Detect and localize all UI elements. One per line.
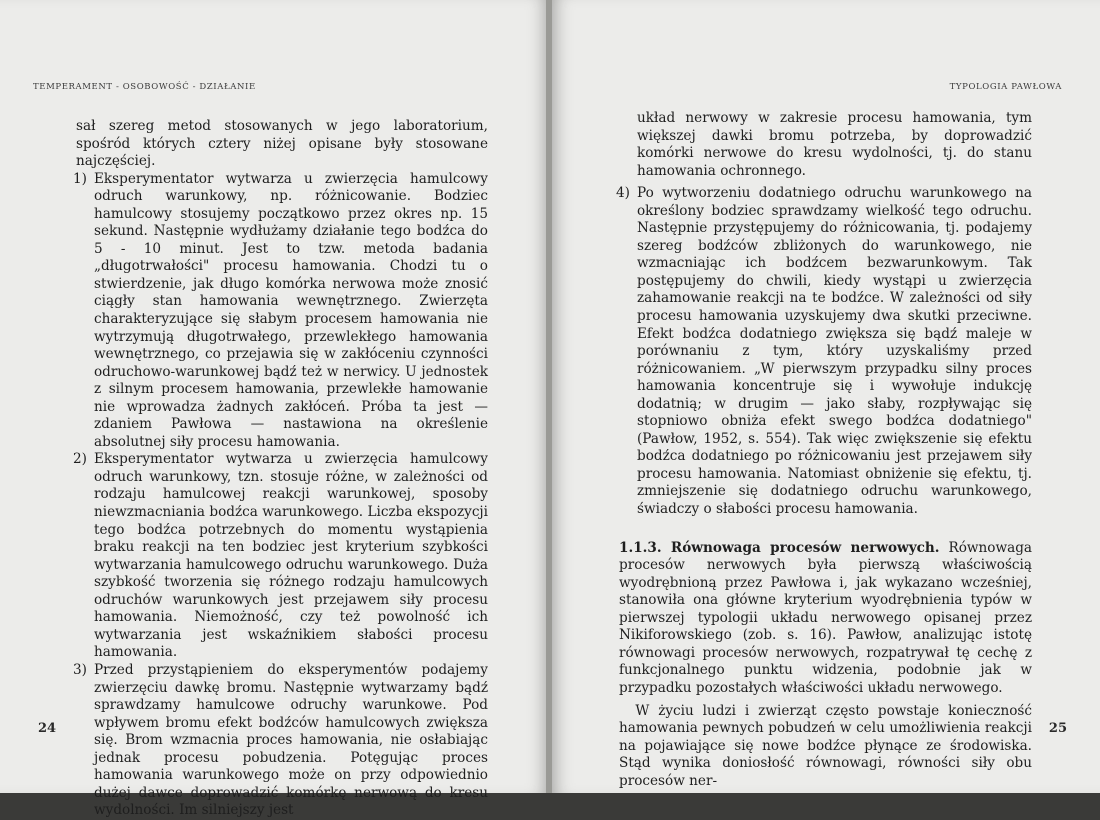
list-item-1 [73, 170, 488, 452]
list-number-2: 2) [73, 451, 87, 468]
left-page-body [73, 118, 488, 820]
running-head-right: TYPOLOGIA PAWŁOWA [949, 82, 1062, 92]
right-page-body [616, 110, 1033, 790]
right-page [552, 0, 1100, 793]
list-text-2: Eksperymentator wytwarza u zwierzęcia hamulcowy odruch warunkowy, tzn. stosuje różne, w zależności od rodzaju hamulcowej reakcji warunkowej, sposoby niewzmacniania bodźca warunkowego. Liczba ekspozycji tego bodźca potrzebnych do momentu wystąpienia braku reakcji na ten bodziec jest kryterium szybkości wytwarzania hamulcowego odruchu warunkowego. Duża szybkość tworzenia się różnego rodzaju hamulcowych odruchów warunkowych jest przejawem siły procesu hamowania. Niemożność, czy też powolność ich wytwarzania jest wskaźnikiem słabości procesu hamowania. [94, 451, 488, 661]
continuation-paragraph [619, 110, 1032, 180]
list-item-4 [616, 185, 1032, 518]
page-number-right: 25 [1048, 721, 1067, 736]
body-paragraph: W życiu ludzi i zwierząt często powstaje konieczność hamowania pewnych pobudzeń w celu umożliwienia reakcji na pojawiające się nowe bodźce płynące ze środowiska. Stąd wynika doniosłość równowagi, równości siły obu procesów ner- [619, 702, 1032, 789]
list-number-4: 4) [616, 185, 630, 202]
section-heading: 1.1.3. Równowaga procesów nerwowych. [619, 539, 940, 556]
section-text: Równowaga procesów nerwowych była pierwszą właściwością wyodrębnioną przez Pawłowa i, jak wykazano wcześniej, stanowiła ona główne kryterium wyodrębnienia typów w pierwszej typologii układu nerwowego opisanej przez Nikiforowskiego (zob. s. 16). Pawłow, analizując istotę równowagi procesów nerwowych, rozpatrywał tę cechę z funkcjonalnego punktu widzenia, podobnie jak w przypadku pozostałych właściwości układu nerwowego. [619, 539, 1033, 696]
list-number-1: 1) [73, 170, 87, 187]
continuation-text: układ nerwowy w zakresie procesu hamowania, tym większej dawki bromu potrzeba, by doprowadzić komórki nerwowe do kresu wydolności, tj. do stanu hamowania ochronnego. [637, 110, 1032, 179]
list-item-2 [73, 451, 488, 662]
left-page [0, 0, 548, 819]
running-head-left: TEMPERAMENT - OSOBOWOŚĆ - DZIAŁANIE [33, 82, 256, 92]
list-text-4: Po wytworzeniu dodatniego odruchu warunkowego na określony bodziec sprawdzamy wielkość tego odruchu. Następnie przystępujemy do różnicowania, tj. podajemy szereg bodźców zbliżonych do warunkowego, nie wzmacniając ich bodźcem bezwarunkowym. Tak postępujemy do chwili, kiedy wystąpi u zwierzęcia zahamowanie reakcji na te bodźce. W zależności od siły procesu hamowania uzyskujemy dwa skutki przeciwne. Efekt bodźca dodatniego zwiększa się bądź maleje w porównaniu z tym, który uzyskaliśmy przed różnicowaniem. „W pierwszym przypadku silny proces hamowania koncentruje się i wywołuje indukcję dodatnią; w drugim — jako słaby, rozpływając się stopniowo obniża efekt swego bodźca dodatniego" (Pawłow, 1952, s. 554). Tak więc zwiększenie się efektu bodźca dodatniego po różnicowaniu jest przejawem siły procesu hamowania. Natomiast obniżenie się efektu, tj. zmniejszenie się dodatniego odruchu warunkowego, świadczy o słabości procesu hamowania. [637, 185, 1032, 518]
list-text-3: Przed przystąpieniem do eksperymentów podajemy zwierzęciu dawkę bromu. Następnie wytwarzamy bądź sprawdzamy hamulcowe odruchy warunkowe. Pod wpływem bromu efekt bodźców hamulcowych zwiększa się. Brom wzmacnia proces hamowania, nie osłabiając jednak procesu pobudzenia. Potęgując proces hamowania warunkowego może on przy odpowiednio dużej dawce doprowadzić komórkę nerwową do kresu wydolności. Im silniejszy jest [94, 661, 488, 819]
page-number-left: 24 [38, 721, 57, 736]
section-paragraph [619, 540, 1032, 698]
intro-paragraph: sał szereg metod stosowanych w jego laboratorium, spośród których cztery niżej opisane były stosowane najczęściej. [76, 118, 488, 170]
list-number-3: 3) [73, 661, 87, 678]
list-text-1: Eksperymentator wytwarza u zwierzęcia hamulcowy odruch warunkowy, np. różnicowanie. Bodziec hamulcowy stosujemy początkowo przez okres np. 15 sekund. Następnie wydłużamy działanie tego bodźca do 5 - 10 minut. Jest to tzw. metoda badania „długotrwałości" procesu hamowania. Chodzi tu o stwierdzenie, jak długo komórka nerwowa może znosić ciągły stan hamowania wewnętrznego. Zwierzęta charakteryzujące się słabym procesem hamowania nie wytrzymują długotrwałego, przewlekłego hamowania wewnętrznego, co przejawia się w zakłóceniu czynności odruchowo-warunkowej bądź też w nerwicy. U jednostek z silnym procesem hamowania, przewlekłe hamowanie nie wprowadza żadnych zakłóceń. Próba ta jest — zdaniem Pawłowa — nastawiona na określenie absolutnej siły procesu hamowania. [94, 170, 488, 450]
list-item-3 [73, 661, 488, 820]
